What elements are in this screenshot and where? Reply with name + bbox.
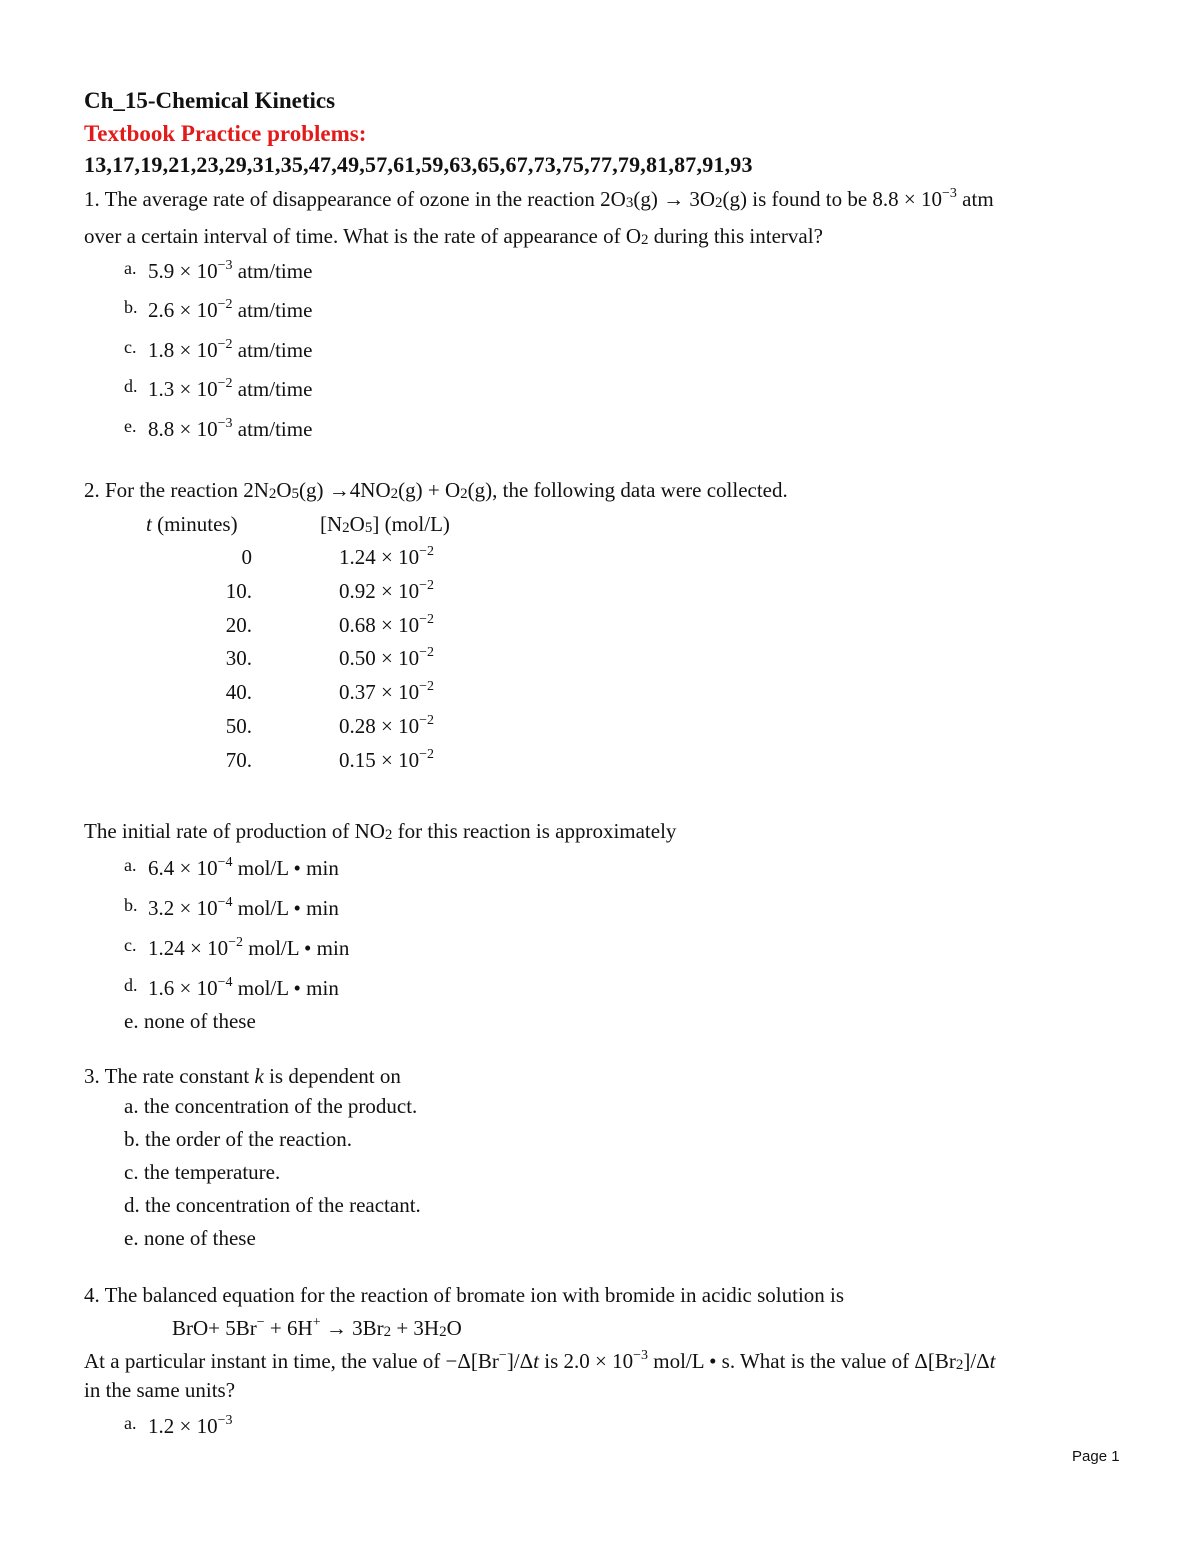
problem-list: 13,17,19,21,23,29,31,35,47,49,57,61,59,63,65,67,73,75,77,79,81,87,91,93 bbox=[84, 152, 753, 177]
q1-line1: 1. The average rate of disappearance of ozone in the reaction $2O_3(g) \to 3O_2(g)$ is found to be $8.8 \times 10^{-3}$ atm bbox=[84, 186, 994, 211]
q3-prompt: 3. The rate constant k is dependent on bbox=[84, 1064, 401, 1088]
q3-option-e: e. none of these bbox=[124, 1226, 256, 1250]
table-cell-time: 70. bbox=[225, 748, 252, 772]
q2-prompt: The initial rate of production of $NO_2$ for this reaction is approximately bbox=[84, 819, 677, 843]
q4-line2: At a particular instant in time, the value of −Δ[Br−]/Δt is $2.0 \times 10^{-3}$ mol/L • s. What is the value of $\Delta[Br_2]/\Delta t$ bbox=[84, 1348, 996, 1373]
q2-option-e: e. none of these bbox=[124, 1009, 256, 1033]
q1-line2: over a certain interval of time. What is the rate of appearance of $O_2$ during this interval? bbox=[84, 224, 823, 248]
page-title: Ch_15-Chemical Kinetics bbox=[84, 88, 336, 113]
table-cell-concentration: $0.50 \times 10^{-2}$ bbox=[339, 645, 434, 670]
q2-option-c: c. $1.24 \times 10^{-2}$ mol/L • min bbox=[124, 935, 350, 960]
q2-line1: 2. For the reaction $2N_2O_5(g) \to 4NO_2(g) + O_2(g)$, the following data were collected. bbox=[84, 478, 788, 502]
table-cell-concentration: $0.15 \times 10^{-2}$ bbox=[339, 747, 434, 772]
page-number: Page 1 bbox=[1072, 1448, 1120, 1465]
q4-line3: in the same units? bbox=[84, 1378, 236, 1402]
table-cell-time: 50. bbox=[225, 714, 252, 738]
q1-option-d: d. $1.3 \times 10^{-2}$ atm/time bbox=[124, 376, 313, 401]
table-cell-time: 0 bbox=[241, 545, 252, 569]
table-cell-time: 40. bbox=[225, 680, 252, 704]
table-cell-concentration: $0.68 \times 10^{-2}$ bbox=[339, 612, 434, 637]
q1-option-e: e. $8.8 \times 10^{-3}$ atm/time bbox=[124, 416, 313, 441]
q2-option-a: a. $6.4 \times 10^{-4}$ mol/L • min bbox=[124, 855, 339, 880]
q1-option-a: a. $5.9 \times 10^{-3}$ atm/time bbox=[124, 258, 313, 283]
table-cell-time: 10. bbox=[225, 579, 252, 603]
table-cell-concentration: $0.28 \times 10^{-2}$ bbox=[339, 713, 434, 738]
q4-prompt: 4. The balanced equation for the reaction of bromate ion with bromide in acidic solution is bbox=[84, 1283, 845, 1307]
q1-option-b: b. $2.6 \times 10^{-2}$ atm/time bbox=[124, 297, 313, 322]
table-header-concentration: $[N_2O_5]$ (mol/L) bbox=[320, 512, 450, 536]
q3-option-a: a. the concentration of the product. bbox=[124, 1094, 418, 1118]
section-subtitle: Textbook Practice problems: bbox=[84, 121, 367, 146]
q3-option-d: d. the concentration of the reactant. bbox=[124, 1193, 421, 1217]
q2-option-b: b. $3.2 \times 10^{-4}$ mol/L • min bbox=[124, 895, 339, 920]
q2-option-d: d. $1.6 \times 10^{-4}$ mol/L • min bbox=[124, 975, 339, 1000]
table-cell-concentration: $0.37 \times 10^{-2}$ bbox=[339, 679, 434, 704]
q3-option-b: b. the order of the reaction. bbox=[124, 1127, 352, 1151]
table-cell-concentration: $1.24 \times 10^{-2}$ bbox=[339, 544, 434, 569]
table-cell-time: 30. bbox=[225, 646, 252, 670]
table-cell-time: 20. bbox=[225, 613, 252, 637]
q4-option-a: a. $1.2 \times 10^{-3}$ bbox=[124, 1413, 233, 1438]
q4-equation: $BrO+ 5Br^- + 6H^+ \to 3Br_2 + 3H_2O$ bbox=[172, 1315, 462, 1340]
table-cell-concentration: $0.92 \times 10^{-2}$ bbox=[339, 578, 434, 603]
q1-option-c: c. $1.8 \times 10^{-2}$ atm/time bbox=[124, 337, 313, 362]
table-header-time: t (minutes) bbox=[146, 512, 238, 536]
q3-option-c: c. the temperature. bbox=[124, 1160, 281, 1184]
